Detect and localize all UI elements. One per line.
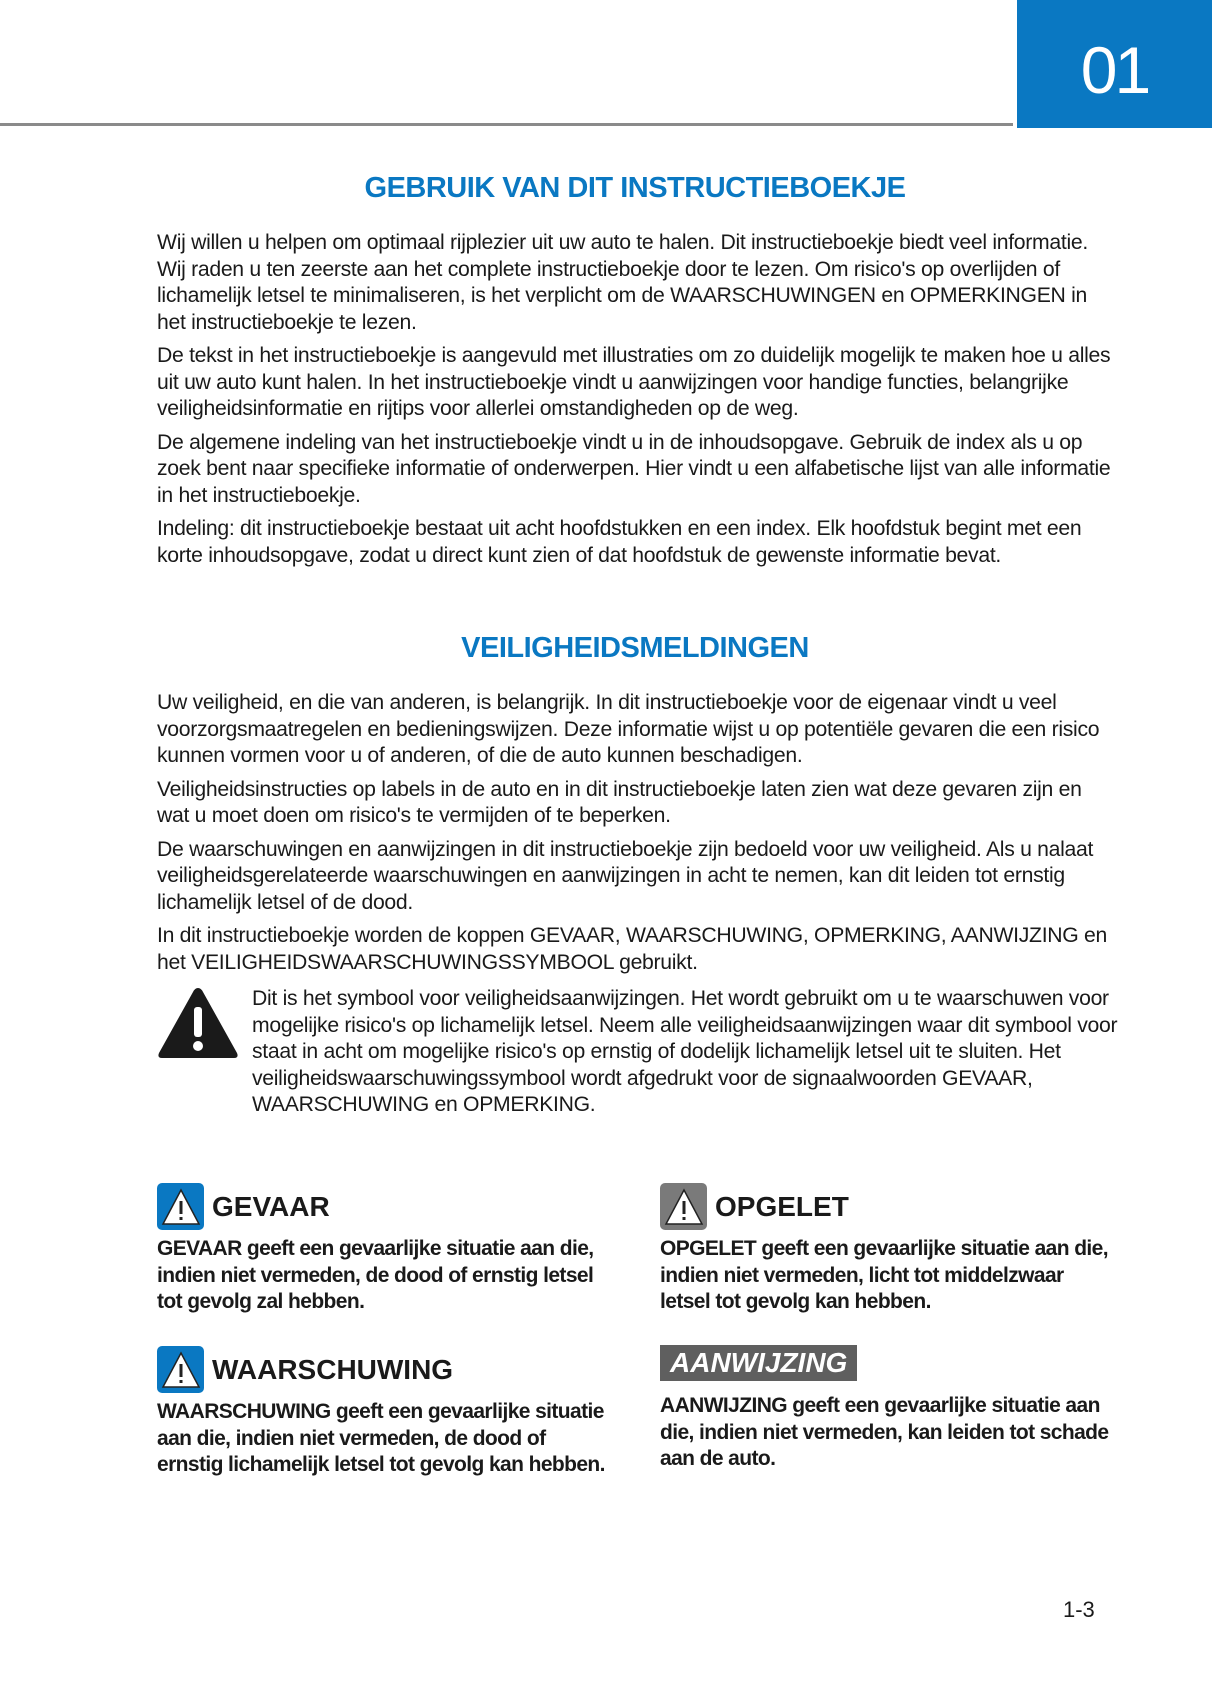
notice-title: GEVAAR (212, 1190, 330, 1222)
paragraph: In dit instructieboekje worden de koppen GEVAAR, WAARSCHUWING, OPMERKING, AANWIJZING en het VEILIGHEIDSWAARSCHUWINGSSYMBOOL gebruikt. (157, 924, 1108, 974)
paragraph: De algemene indeling van het instructieboekje vindt u in de inhoudsopgave. Gebruik de index als u op zoek bent naar specifieke informatie of onderwerpen. Hier vindt u een alfabetische lijst van alle informatie in het instructieboekje. (157, 430, 1111, 507)
paragraph: De tekst in het instructieboekje is aangevuld met illustraties om zo duidelijk mogelijk te maken hoe u alles uit uw auto kunt halen. In het instructieboekje vindt u aanwijzingen voor handige functies, belangrijke veiligheidsinformatie en rijtips voor allerlei omstandigheden op de weg. (157, 344, 1111, 420)
notice-title: OPGELET (715, 1190, 849, 1222)
warning-triangle-icon (157, 1346, 204, 1393)
notice-text: AANWIJZING geeft een gevaarlijke situatie aan die, indien niet vermeden, kan leiden tot schade aan de auto. (660, 1394, 1109, 1470)
section-title-usage: GEBRUIK VAN DIT INSTRUCTIEBOEKJE (364, 172, 906, 204)
notice-title: WAARSCHUWING (212, 1353, 454, 1385)
paragraph: Wij willen u helpen om optimaal rijplezier uit uw auto te halen. Dit instructieboekje biedt veel informatie. Wij raden u ten zeerste aan het complete instructieboekje door te lezen. Om risico's op overlijden of lichamelijk letsel te minimaliseren, is het verplicht om de WAARSCHUWINGEN en OPMERKINGEN in het instructieboekje te lezen. (157, 231, 1088, 334)
paragraph: De waarschuwingen en aanwijzingen in dit instructieboekje zijn bedoeld voor uw veiligheid. Als u nalaat veiligheidsgerelateerde waarschuwingen en aanwijzingen in acht te nemen, kan dit leiden tot ernstig lichamelijk letsel of de dood. (157, 837, 1094, 914)
notice-text: OPGELET geeft een gevaarlijke situatie aan die, indien niet vermeden, licht tot middelzwaar letsel tot gevolg kan hebben. (660, 1237, 1108, 1313)
warning-triangle-icon (660, 1183, 707, 1230)
paragraph: Veiligheidsinstructies op labels in de auto en in dit instructieboekje laten zien wat deze gevaren zijn en wat u moet doen om risico's te vermijden of te beperken. (157, 777, 1082, 827)
safety-alert-symbol-icon (157, 985, 239, 1066)
safety-body (157, 690, 1117, 983)
warning-triangle-icon (157, 1183, 204, 1230)
paragraph: Uw veiligheid, en die van anderen, is belangrijk. In dit instructieboekje voor de eigenaar vindt u veel voorzorgsmaatregelen en bedieningswijzen. Deze informatie wijst u op potentiële gevaren die een risico kunnen vormen voor u of anderen, of die de auto kunnen beschadigen. (157, 691, 1100, 767)
section-title-safety: VEILIGHEIDSMELDINGEN (461, 632, 809, 664)
notice-opgelet (660, 1183, 1110, 1316)
chapter-number: 01 (1080, 33, 1149, 107)
paragraph: Indeling: dit instructieboekje bestaat uit acht hoofdstukken en een index. Elk hoofdstuk begint met een korte inhoudsopgave, zodat u direct kunt zien of dat hoofdstuk de gewenste informatie bevat. (157, 517, 1082, 567)
notice-text: WAARSCHUWING geeft een gevaarlijke situatie aan die, indien niet vermeden, de dood of ernstig lichamelijk letsel tot gevolg kan hebben. (157, 1400, 605, 1476)
notice-gevaar (157, 1183, 607, 1316)
notice-text: GEVAAR geeft een gevaarlijke situatie aan die, indien niet vermeden, de dood of ernstig letsel tot gevolg zal hebben. (157, 1237, 594, 1313)
symbol-description: Dit is het symbool voor veiligheidsaanwijzingen. Het wordt gebruikt om u te waarschuwen voor mogelijke risico's op lichamelijk letsel. Neem alle veiligheidsaanwijzingen waar dit symbool voor staat in acht om mogelijke risico's op ernstig of dodelijk lichamelijk letsel uit te sluiten. Het veiligheidswaarschuwingssymbool wordt afgedrukt voor de signaalwoorden GEVAAR, WAARSCHUWING en OPMERKING. (252, 987, 1118, 1116)
notice-aanwijzing (660, 1345, 1110, 1473)
notice-waarschuwing (157, 1346, 607, 1479)
usage-body (157, 230, 1117, 576)
page-number: 1-3 (1063, 1597, 1095, 1622)
chapter-tab (1017, 0, 1212, 128)
header-divider (0, 123, 1013, 126)
notice-title-badge: AANWIJZING (660, 1345, 857, 1381)
